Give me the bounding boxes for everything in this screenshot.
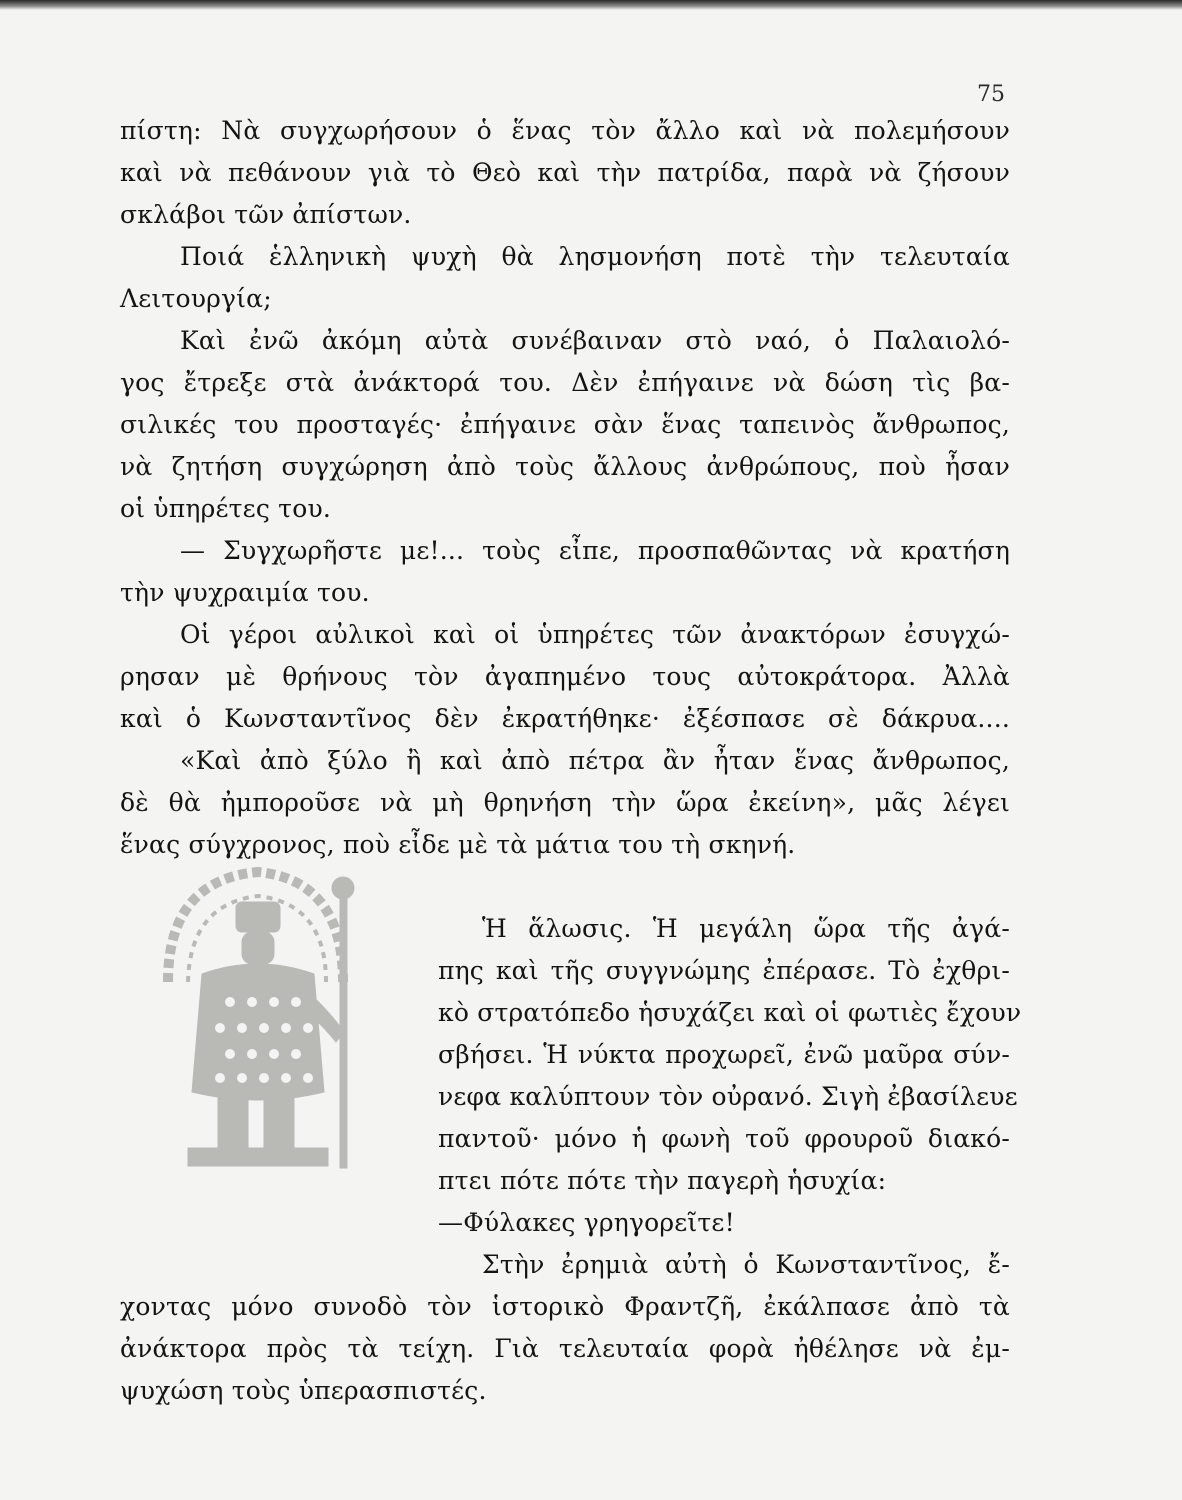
text-line: καὶ νὰ πεθάνουν γιὰ τὸ Θεὸ καὶ τὴν πατρίδα, παρὰ νὰ ζήσουν [120, 158, 1010, 187]
text-line: τὴν ψυχραιμία του. [120, 578, 370, 607]
text-line: νὰ ζητήση συγχώρηση ἀπὸ τοὺς ἄλλους ἀνθρώπους, ποὺ ἦσαν [120, 452, 1010, 481]
text-line: Οἱ γέροι αὐλικοὶ καὶ οἱ ὑπηρέτες τῶν ἀνακτόρων ἐσυγχώ- [180, 620, 1010, 649]
text-line: πτει πότε πότε τὴν παγερὴ ἡσυχία: [438, 1166, 887, 1195]
quote-line: «Καὶ ἀπὸ ξύλο ἢ καὶ ἀπὸ πέτρα ἂν ἦταν ἕνας ἄνθρωπος, [180, 746, 1010, 775]
text-line: κὸ στρατόπεδο ἡσυχάζει καὶ οἱ φωτιὲς ἔχουν [438, 998, 1022, 1027]
text-line: γος ἔτρεξε στὰ ἀνάκτορά του. Δὲν ἐπήγαινε νὰ δώση τὶς βα- [120, 368, 1010, 397]
dialogue-line: —Φύλακες γρηγορεῖτε! [438, 1208, 735, 1237]
text-line: πης καὶ τῆς συγγνώμης ἐπέρασε. Τὸ ἐχθρι- [438, 956, 1010, 985]
text-line: Καὶ ἐνῶ ἀκόμη αὐτὰ συνέβαιναν στὸ ναό, ὁ Παλαιολό- [180, 326, 1010, 355]
text-line: Στὴν ἐρημιὰ αὐτὴ ὁ Κωνσταντῖνος, ἔ- [482, 1250, 1010, 1279]
text-line: πίστη: Νὰ συγχωρήσουν ὁ ἕνας τὸν ἄλλο καὶ νὰ πολεμήσουν [120, 116, 1010, 145]
text-line: οἱ ὑπηρέτες του. [120, 494, 332, 523]
text-line: νεφα καλύπτουν τὸν οὐρανό. Σιγὴ ἐβασίλευε [438, 1082, 1018, 1111]
text-line: Ποιά ἑλληνικὴ ψυχὴ θὰ λησμονήση ποτὲ τὴν τελευταία [180, 242, 1010, 271]
text-line: σιλικές του προσταγές· ἐπήγαινε σὰν ἕνας ταπεινὸς ἄνθρωπος, [120, 410, 1010, 439]
text-line: σβήσει. Ἡ νύκτα προχωρεῖ, ἐνῶ μαῦρα σύν- [438, 1040, 1010, 1069]
text-line: χοντας μόνο συνοδὸ τὸν ἱστορικὸ Φραντζῆ, ἐκάλπασε ἀπὸ τὰ [120, 1292, 1010, 1321]
text-line: παντοῦ· μόνο ἡ φωνὴ τοῦ φρουροῦ διακό- [438, 1124, 1010, 1153]
text-line: σκλάβοι τῶν ἀπίστων. [120, 200, 412, 229]
emperor-figure-icon [148, 862, 373, 1172]
dialogue-line: — Συγχωρῆστε με!... τοὺς εἶπε, προσπαθῶντας νὰ κρατήση [180, 536, 1010, 565]
text-line: καὶ ὁ Κωνσταντῖνος δὲν ἐκρατήθηκε· ἐξέσπασε σὲ δάκρυα.... [120, 704, 1010, 733]
page-number: 75 [977, 82, 1005, 107]
text-line: ἀνάκτορα πρὸς τὰ τείχη. Γιὰ τελευταία φορὰ ἠθέλησε νὰ ἐμ- [120, 1334, 1010, 1363]
quote-line: δὲ θὰ ἠμποροῦσε νὰ μὴ θρηνήση τὴν ὥρα ἐκείνη», μᾶς λέγει [120, 788, 1010, 817]
quote-line: ἕνας σύγχρονος, ποὺ εἶδε μὲ τὰ μάτια του τὴ σκηνή. [120, 830, 796, 859]
text-line: ρησαν μὲ θρήνους τὸν ἀγαπημένο τους αὐτοκράτορα. Ἀλλὰ [120, 662, 1010, 691]
scan-top-edge [0, 0, 1182, 10]
text-line: Λειτουργία; [120, 284, 272, 313]
text-line: ψυχώση τοὺς ὑπερασπιστές. [120, 1376, 487, 1405]
section-heading-line: Ἡ ἅλωσις. Ἡ μεγάλη ὥρα τῆς ἀγά- [482, 914, 1010, 943]
